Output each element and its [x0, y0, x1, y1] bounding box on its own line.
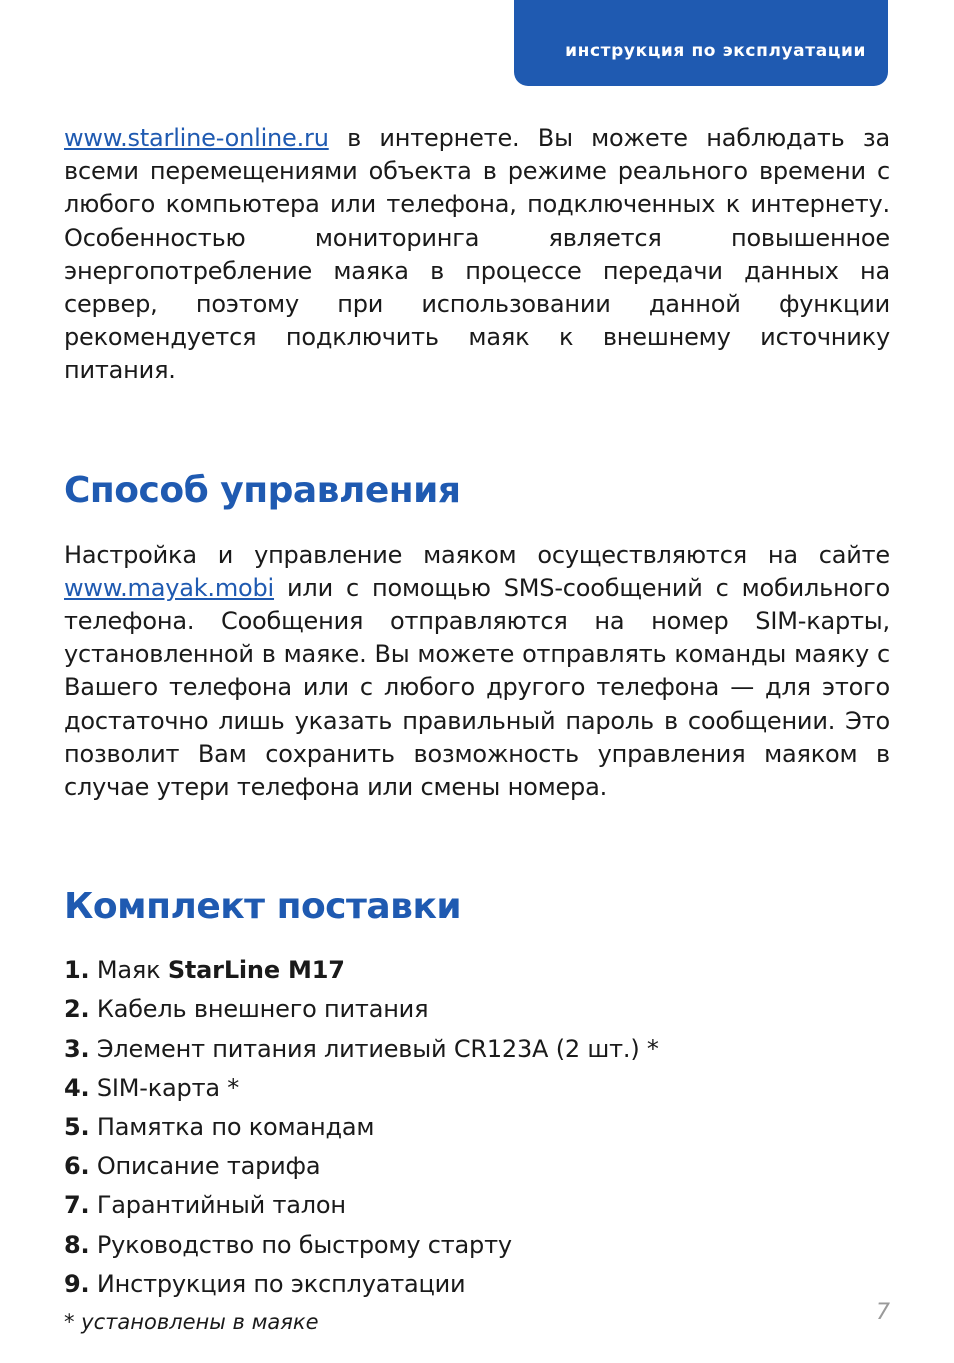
page-number: 7 — [876, 1300, 890, 1325]
list-item — [64, 1030, 890, 1069]
list-item-number: 6. — [64, 1152, 90, 1181]
list-item-number: 5. — [64, 1113, 90, 1142]
list-item-number: 9. — [64, 1269, 90, 1298]
list-item — [64, 1265, 890, 1304]
list-item-number: 1. — [64, 956, 90, 985]
list-item — [64, 1069, 890, 1108]
list-item — [64, 1226, 890, 1265]
list-item-text: SIM-карта * — [89, 1073, 240, 1102]
list-item — [64, 990, 890, 1029]
control-text-after: или с помощью SMS-сообщений с мобильного телефона. Сообщения отправляются на номер SIM-карты, установленной в маяке. Вы можете отправлять команды маяку с Вашего телефона или с любого другого телефона — для этого достаточно лишь указать правильный пароль в сообщении. Это позволит Вам сохранить возможность управления маяком в случае утери телефона или смены номера. — [64, 573, 890, 802]
header-tab-label: инструкция по эксплуатации — [565, 41, 866, 61]
list-item-text: Руководство по быстрому старту — [89, 1230, 512, 1259]
starline-online-link[interactable]: www.starline-online.ru — [64, 124, 329, 152]
list-item-number: 7. — [64, 1191, 90, 1220]
list-item-product-name: StarLine M17 — [167, 956, 345, 985]
intro-text: в интернете. Вы можете наблюдать за всеми перемещениями объекта в режиме реального времени с любого компьютера или телефона, подключенных к интернету. Особенностью мониторинга является повышенное энергопотребление маяка в процессе передачи данных на сервер, поэтому при использовании данной функции рекомендуется подключить маяк к внешнему источнику питания. — [64, 124, 890, 385]
list-item-number: 4. — [64, 1073, 90, 1102]
page-content — [64, 122, 890, 1334]
list-item-text: Элемент питания литиевый CR123A (2 шт.) * — [89, 1034, 659, 1063]
list-item-text: Маяк — [89, 956, 168, 985]
list-item — [64, 1147, 890, 1186]
list-item-text: Инструкция по эксплуатации — [89, 1269, 466, 1298]
footnote: * установлены в маяке — [64, 1310, 319, 1335]
list-item-text: Описание тарифа — [89, 1152, 321, 1181]
section-title-kit: Комплект поставки — [64, 886, 462, 928]
list-item — [64, 1108, 890, 1147]
list-item — [64, 1186, 890, 1225]
kit-list — [64, 951, 890, 1304]
intro-paragraph — [64, 122, 890, 388]
header-tab — [514, 0, 888, 86]
list-item-text: Памятка по командам — [89, 1113, 375, 1142]
section-title-control: Способ управления — [64, 469, 461, 511]
list-item-number: 2. — [64, 995, 90, 1024]
mayak-mobi-link[interactable]: www.mayak.mobi — [64, 573, 275, 602]
control-text-before: Настройка и управление маяком осуществляются на сайте — [64, 540, 890, 569]
list-item-text: Кабель внешнего питания — [89, 995, 429, 1024]
list-item-text: Гарантийный талон — [89, 1191, 346, 1220]
list-item-number: 8. — [64, 1230, 90, 1259]
list-item-number: 3. — [64, 1034, 90, 1063]
list-item — [64, 951, 890, 990]
control-paragraph — [64, 539, 890, 805]
